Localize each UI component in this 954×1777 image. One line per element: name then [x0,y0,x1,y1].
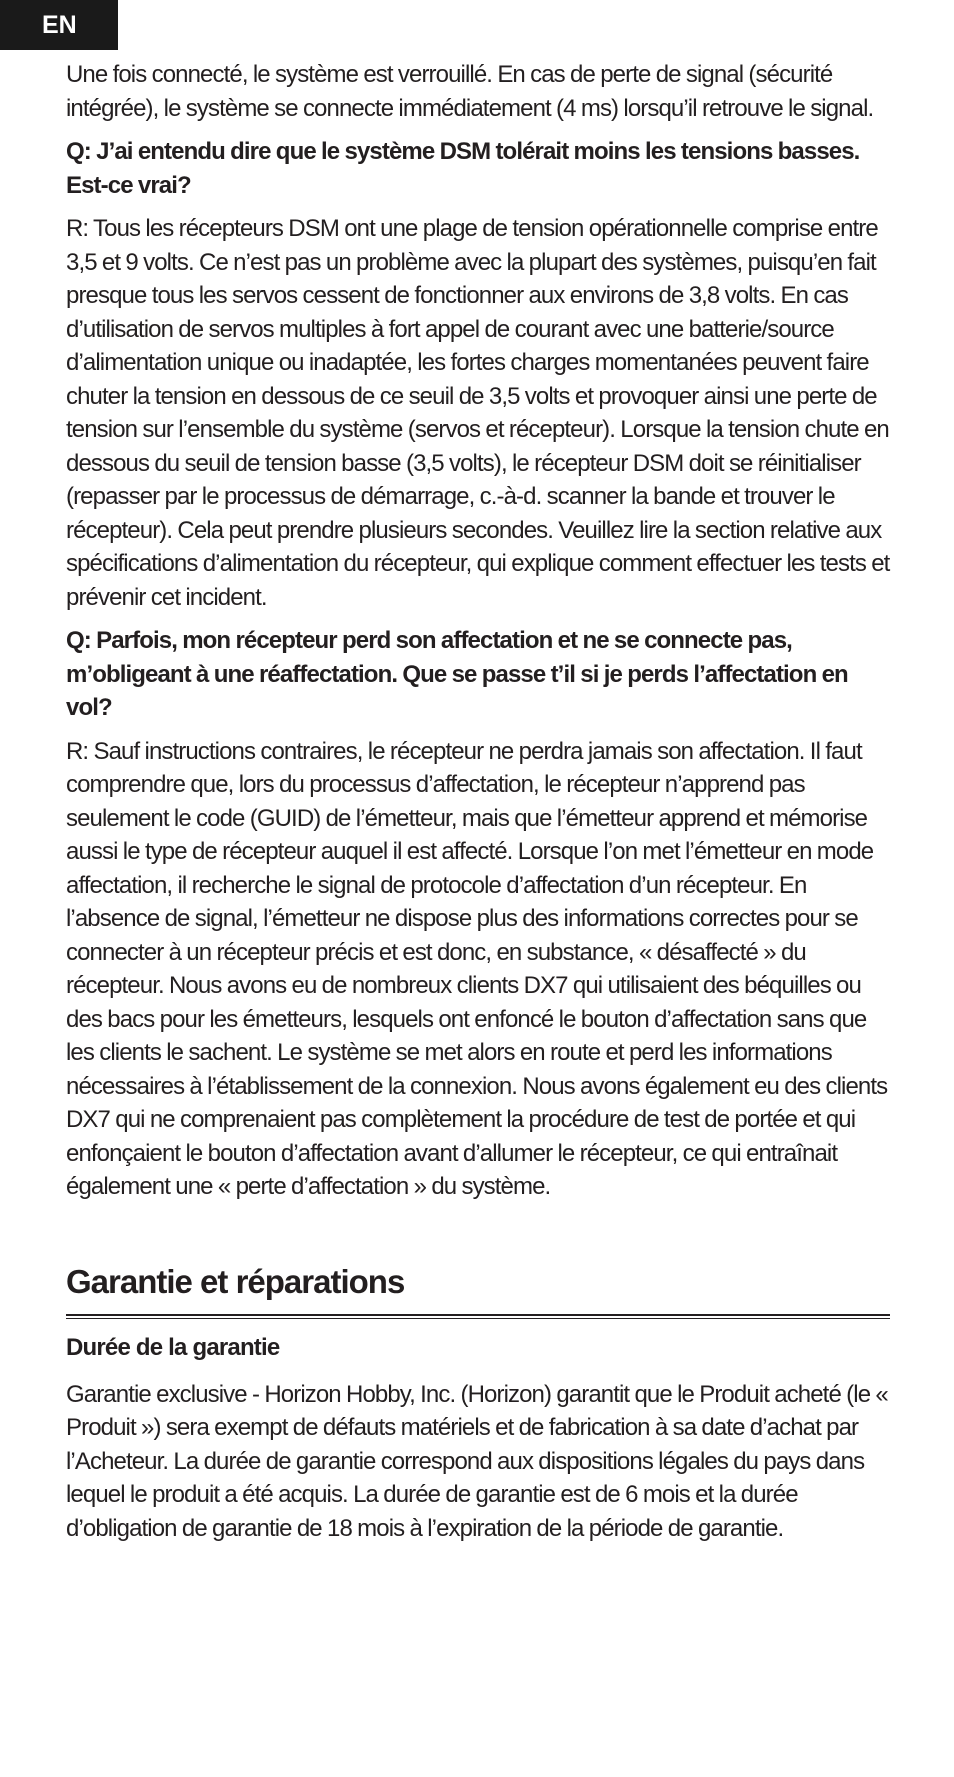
faq-answer-bind-loss: R: Sauf instructions contraires, le récepteur ne perdra jamais son affectation. Il faut comprendre que, lors du processus d’affectation, le récepteur n’apprend pas seulement le code (GUID) de l’émetteur, mais que l’émetteur apprend et mémorise aussi le type de récepteur auquel il est affecté. Lorsque l’on met l’émetteur en mode affectation, il recherche le signal de protocole d’affectation d’un récepteur. En l’absence de signal, l’émetteur ne dispose plus des informations correctes pour se connecter à un récepteur précis et est donc, en substance, « désaffecté » du récepteur. Nous avons eu de nombreux clients DX7 qui utilisaient des béquilles ou des bacs pour les émetteurs, lesquels ont enfoncé le bouton d’affectation sans que les clients le sachent. Le système se met alors en route et perd les informations nécessaires à l’établissement de la connexion. Nous avons également eu des clients DX7 qui ne comprenaient pas complètement la procédure de test de portée et qui enfonçaient le bouton d’affectation avant d’allumer le récepteur, ce qui entraînait également une « perte d’affectation » du système. [66,737,888,1200]
faq-question-bind-loss: Q: Parfois, mon récepteur perd son affectation et ne se connecte pas, m’obligeant à une réaffectation. Que se passe t’il si je perds l’affectation en vol? [66,627,848,721]
faq-answer-low-voltage: R: Tous les récepteurs DSM ont une plage de tension opérationnelle comprise entre 3,5 et 9 volts. Ce n’est pas un problème avec la plupart des systèmes, puisqu’en fait presque tous les servos cessent de fonctionner aux environs de 3,8 volts. En cas d’utilisation de servos multiples à fort appel de courant avec une batterie/source d’alimentation unique ou inadaptée, les fortes charges momentanées peuvent faire chuter la tension en dessous de ce seuil de 3,5 volts et provoquer ainsi une perte de tension sur l’ensemble du système (servos et récepteur). Lorsque la tension chute en dessous du seuil de tension basse (3,5 volts), le récepteur DSM doit se réinitialiser (repasser par le processus de démarrage, c.-à-d. scanner la bande et trouver le récepteur). Cela peut prendre plusieurs secondes. Veuillez lire la section relative aux spécifications d’alimentation du récepteur, qui explique comment effectuer les tests et prévenir cet incident. [66,215,890,611]
warranty-duration-paragraph: Garantie exclusive - Horizon Hobby, Inc. (Horizon) garantit que le Produit acheté (le « Produit ») sera exempt de défauts matériels et de fabrication à sa date d’achat par l’Acheteur. La durée de garantie correspond aux dispositions légales du pays dans lequel le produit a été acquis. La durée de garantie est de 6 mois et la durée d’obligation de garantie de 18 mois à l’expiration de la période de garantie. [66,1380,888,1542]
faq-question-low-voltage: Q: J’ai entendu dire que le système DSM tolérait moins les tensions basses. Est-ce vrai? [66,138,860,199]
warranty-duration-heading: Durée de la garantie [66,1333,280,1361]
page-content [66,58,896,1545]
faq-intro-paragraph: Une fois connecté, le système est verrouillé. En cas de perte de signal (sécurité intégrée), le système se connecte immédiatement (4 ms) lorsqu’il retrouve le signal. [66,61,874,122]
language-label: EN [42,11,77,39]
section-divider [66,1314,890,1319]
warranty-section-title: Garantie et réparations [66,1262,405,1300]
language-tab [0,0,118,50]
